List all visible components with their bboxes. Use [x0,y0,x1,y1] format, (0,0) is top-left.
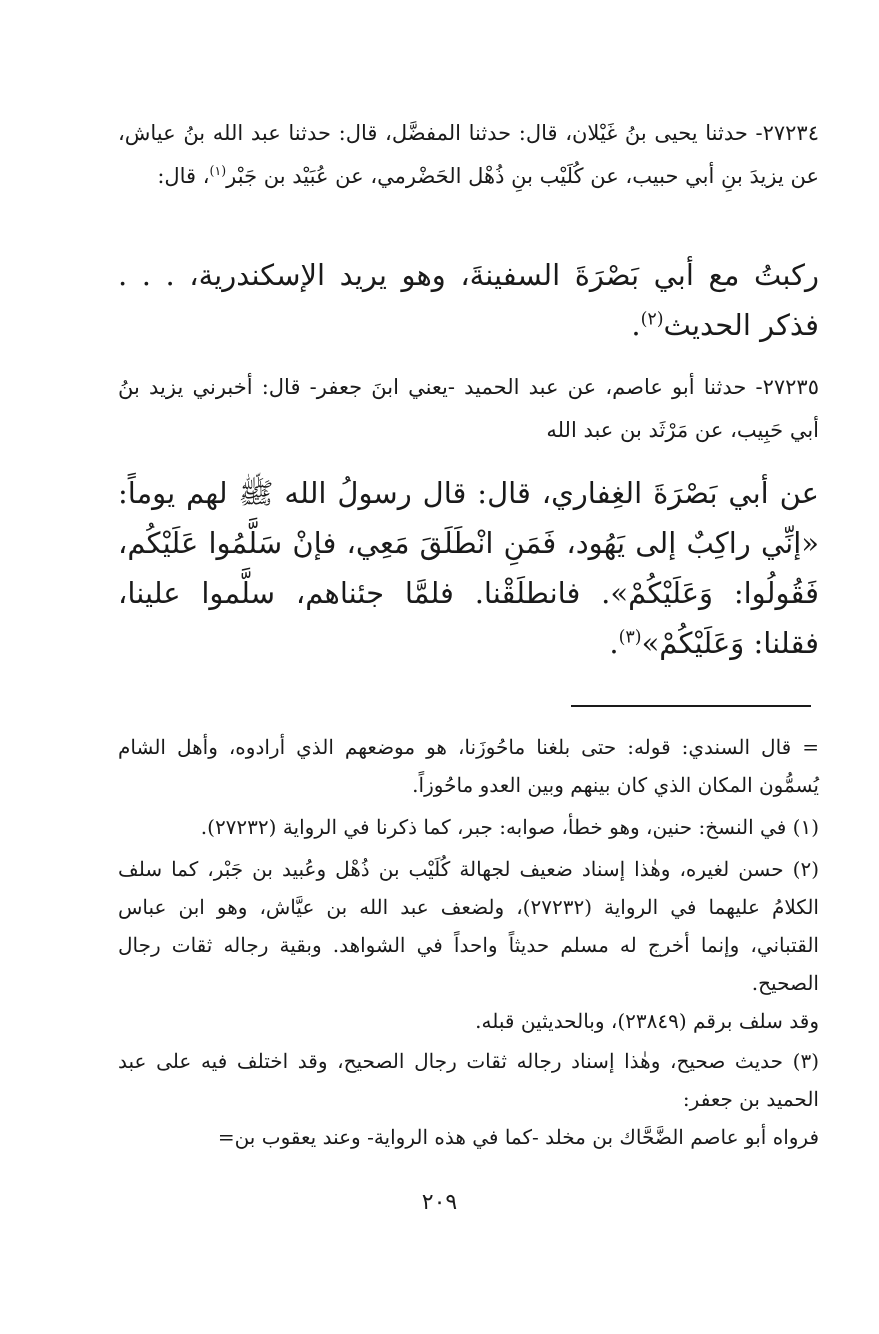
matn-end: . [631,308,641,342]
footnote-divider [571,705,811,707]
hadith-27235-isnad [118,366,819,452]
matn-end: . [609,626,619,660]
footnote-ref-3: (٣) [618,627,642,648]
footnotes [118,728,819,1156]
isnad-end: ، قال: [157,164,210,188]
footnote-3-continued: فرواه أبو عاصم الضَّحَّاك بن مخلد -كما في هذه الرواية- وعند يعقوب بن= [217,1125,819,1149]
footnote-continuation: = قال السندي: قوله: حتى بلغنا ماحُوزَنا، هو موضعهم الذي أرادوه، وأهل الشام يُسمُّون المكان الذي كان بينهم وبين العدو ماحُوزاً. [118,735,819,797]
matn-text: ركبتُ مع أبي بَصْرَةَ السفينةَ، وهو يريد الإسكندرية، . . . فذكر الحديث [118,258,819,342]
hadith-27235-matn [118,468,819,668]
hadith-27234-matn [118,250,819,350]
footnote-ref-2: (٢) [640,309,664,330]
isnad-text: ٢٧٢٣٤- حدثنا يحيى بنُ غَيْلان، قال: حدثنا المفضَّل، قال: حدثنا عبد الله بنُ عياش، عن يزيدَ بنِ أبي حبيب، عن كُلَيْب بنِ ذُهْل الحَضْرمي، عن عُبَيْد بن جَبْر [118,121,819,188]
page-number: ٢٠٩ [421,1190,458,1215]
isnad-text: ٢٧٢٣٥- حدثنا أبو عاصم، عن عبد الحميد -يعني ابنَ جعفر- قال: أخبرني يزيد بنُ أبي حَبِيب، عن مَرْثَد بن عبد الله [118,375,819,442]
footnote-2: (٢) حسن لغيره، وهٰذا إسناد ضعيف لجهالة كُلَيْب بن ذُهْل وعُبيد بن جَبْر، كما سلف الكلامُ عليهما في الرواية (٢٧٢٣٢)، ولضعف عبد الله بن عيَّاش، وهو ابن عباس القتباني، وإنما أخرج له مسلم حديثاً واحداً في الشواهد. وبقية رجاله ثقات رجال الصحيح. [118,857,819,995]
footnote-3: (٣) حديث صحيح، وهٰذا إسناد رجاله ثقات رجال الصحيح، وقد اختلف فيه على عبد الحميد بن جعفر: [118,1049,819,1111]
footnote-2-continued: وقد سلف برقم (٢٣٨٤٩)، وبالحديثين قبله. [475,1009,819,1033]
footnote-ref-1: (١) [209,163,227,178]
hadith-27234-isnad [118,112,819,198]
footnote-1: (١) في النسخ: حنين، وهو خطأ، صوابه: جبر، كما ذكرنا في الرواية (٢٧٢٣٢). [200,815,819,839]
matn-text: عن أبي بَصْرَةَ الغِفاري، قال: قال رسولُ الله ﷺ لهم يوماً: «إنِّي راكِبٌ إلى يَهُود، فَمَنِ انْطَلَقَ مَعِي، فإنْ سَلَّمُوا عَلَيْكُم، فَقُولُوا: وَعَلَيْكُمْ». فانطلَقْنا. فلمَّا جئناهم، سلَّموا علينا، فقلنا: وَعَلَيْكُمْ» [118,476,819,660]
